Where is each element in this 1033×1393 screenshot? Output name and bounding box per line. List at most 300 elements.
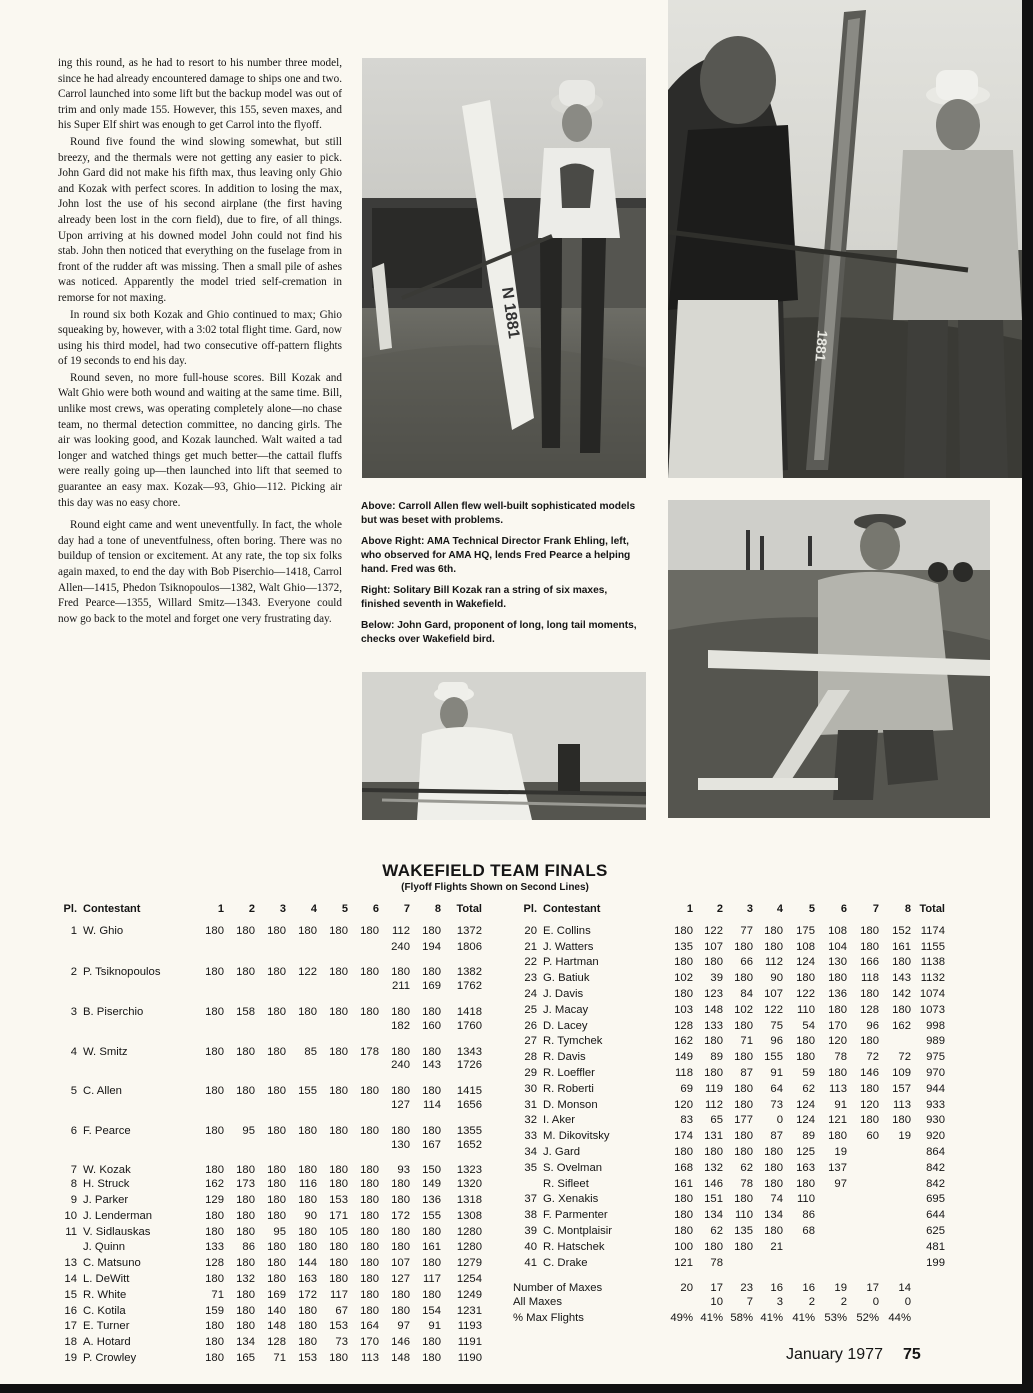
table-cell: 146: [391, 1336, 410, 1349]
table-cell: C. Allen: [83, 1085, 122, 1098]
table-cell: 180: [391, 1045, 410, 1058]
table-cell: 143: [422, 1059, 441, 1072]
table-cell: 211: [391, 980, 410, 993]
table-cell: 180: [205, 1085, 224, 1098]
table-cell: 136: [828, 988, 847, 1001]
table-cell: 91: [428, 1320, 441, 1333]
table-cell: L. DeWitt: [83, 1273, 130, 1286]
table-cell: [255, 1018, 286, 1034]
table-cell: 96: [770, 1035, 783, 1048]
table-row: [513, 1065, 945, 1081]
table-cell: 180: [236, 1164, 255, 1177]
table-cell: 33: [524, 1130, 537, 1143]
table-cell: 1254: [456, 1273, 482, 1286]
article-paragraph: Round eight came and went uneventfully. In fact, the whole day had a tone of uneventfulness, often boring. There was no buildup of tension or excitement. At any rate, the top six folks again maxed, to end the day with Bob Piserchio—1418, Carrol Allen—1415, Phedon Tsiknopoulos—1382, Walt Ghio—1372, Fred Pearce—1355, Willard Smitz—1343. Everyone could now go back to the motel and forget one very frustrating day.: [58, 519, 342, 625]
table-cell: 0: [776, 1114, 783, 1127]
table-cell: 180: [674, 956, 693, 969]
table-cell: 199: [926, 1256, 945, 1269]
table-cell: [783, 1255, 815, 1271]
table-cell: [753, 1255, 783, 1271]
table-cell: [58, 1058, 83, 1074]
table-cell: 180: [422, 966, 441, 979]
table-cell: P. Hartman: [543, 956, 599, 969]
table-cell: 178: [360, 1045, 379, 1058]
table-cell: R. Roberti: [543, 1082, 594, 1095]
table-cell: 122: [764, 1003, 783, 1016]
table-cell: 180: [360, 1241, 379, 1254]
table-cell: 110: [796, 1193, 815, 1206]
table-cell: 180: [236, 1288, 255, 1301]
column-header: 6: [840, 903, 847, 915]
table-row: [513, 1239, 945, 1255]
table-cell: A. Hotard: [83, 1336, 131, 1349]
table-cell: 180: [828, 1130, 847, 1143]
table-cell: [847, 1239, 879, 1255]
table-cell: 180: [298, 1225, 317, 1238]
table-cell: 180: [422, 1288, 441, 1301]
table-cell: [224, 939, 255, 955]
table-cell: 16: [64, 1304, 77, 1317]
table-cell: All Maxes: [513, 1296, 562, 1309]
table-cell: 180: [298, 924, 317, 937]
table-cell: 998: [926, 1019, 945, 1032]
table-cell: 180: [828, 1067, 847, 1080]
table-cell: 134: [764, 1209, 783, 1222]
stats-row: [513, 1271, 945, 1295]
table-cell: 73: [770, 1098, 783, 1111]
table-cell: 122: [796, 988, 815, 1001]
table-cell: 180: [267, 1178, 286, 1191]
table-subtitle: (Flyoff Flights Shown on Second Lines): [401, 882, 589, 893]
table-row: [513, 1176, 945, 1192]
table-cell: [286, 1097, 317, 1113]
table-cell: 89: [710, 1051, 723, 1064]
table-cell: 28: [524, 1051, 537, 1064]
table-cell: 1231: [456, 1304, 482, 1317]
table-cell: 49%: [670, 1312, 693, 1325]
table-cell: 180: [236, 1225, 255, 1238]
table-cell: 180: [391, 1085, 410, 1098]
table-cell: 180: [391, 1304, 410, 1317]
table-cell: [317, 1097, 348, 1113]
table-cell: [815, 1192, 847, 1208]
table-cell: 1280: [456, 1241, 482, 1254]
stats-row: [513, 1310, 945, 1326]
table-cell: 32: [524, 1114, 537, 1127]
table-cell: 180: [360, 1005, 379, 1018]
table-cell: 180: [298, 1336, 317, 1349]
table-row: [513, 1034, 945, 1050]
table-cell: 481: [926, 1240, 945, 1253]
table-cell: 8: [70, 1178, 77, 1191]
table-cell: 163: [298, 1273, 317, 1286]
table-cell: 180: [298, 1194, 317, 1207]
table-cell: 180: [674, 924, 693, 937]
table-cell: [723, 1255, 753, 1271]
table-cell: 166: [860, 956, 879, 969]
table-cell: 180: [391, 1178, 410, 1191]
table-cell: 180: [329, 1273, 348, 1286]
table-cell: 180: [329, 924, 348, 937]
table-cell: 7: [70, 1164, 77, 1177]
column-header: 1: [217, 903, 224, 915]
table-cell: 180: [329, 1241, 348, 1254]
table-cell: 122: [704, 924, 723, 937]
table-cell: 1132: [920, 972, 945, 985]
table-cell: J. Davis: [543, 988, 584, 1001]
table-row: [513, 1128, 945, 1144]
table-cell: 69: [680, 1082, 693, 1095]
table-cell: 118: [674, 1067, 693, 1080]
table-row: [513, 1097, 945, 1113]
table-cell: 97: [397, 1320, 410, 1333]
table-cell: 180: [267, 1164, 286, 1177]
table-cell: 174: [674, 1130, 693, 1143]
table-cell: 180: [205, 1273, 224, 1286]
table-cell: 170: [828, 1019, 847, 1032]
table-cell: 180: [205, 1164, 224, 1177]
table-cell: [224, 1058, 255, 1074]
table-cell: [317, 1137, 348, 1153]
table-cell: 180: [205, 1336, 224, 1349]
table-cell: 1806: [456, 940, 482, 953]
table-cell: [317, 978, 348, 994]
table-cell: 91: [834, 1098, 847, 1111]
table-cell: 180: [391, 1288, 410, 1301]
table-cell: 169: [422, 980, 441, 993]
table-cell: 180: [329, 1085, 348, 1098]
table-cell: 240: [391, 1059, 410, 1072]
table-cell: 180: [422, 1352, 441, 1365]
table-cell: 864: [926, 1146, 945, 1159]
table-cell: 68: [802, 1225, 815, 1238]
table-cell: 148: [267, 1320, 286, 1333]
table-row: [513, 1160, 945, 1176]
table-cell: 1280: [456, 1225, 482, 1238]
table-cell: 1191: [457, 1336, 482, 1349]
table-cell: 161: [422, 1241, 441, 1254]
table-cell: 17: [710, 1282, 723, 1295]
table-cell: 21: [524, 940, 537, 953]
table-cell: 162: [205, 1178, 224, 1191]
table-cell: 87: [770, 1130, 783, 1143]
table-cell: 162: [674, 1035, 693, 1048]
table-cell: 180: [267, 1241, 286, 1254]
table-row: [58, 1287, 482, 1303]
table-cell: 180: [391, 1194, 410, 1207]
table-cell: 173: [236, 1178, 255, 1191]
table-cell: [348, 1097, 379, 1113]
table-cell: 148: [704, 1003, 723, 1016]
table-cell: 180: [329, 1352, 348, 1365]
table-row: [58, 1224, 482, 1240]
table-cell: 4: [70, 1045, 77, 1058]
table-cell: 100: [674, 1240, 693, 1253]
table-cell: F. Pearce: [83, 1124, 131, 1137]
table-cell: [286, 1018, 317, 1034]
table-cell: 1318: [456, 1194, 482, 1207]
table-title: WAKEFIELD TEAM FINALS: [382, 861, 608, 880]
table-cell: 180: [298, 1241, 317, 1254]
table-cell: 72: [866, 1051, 879, 1064]
photo-carroll-allen: [362, 58, 646, 478]
table-cell: [58, 1137, 83, 1153]
table-cell: 22: [524, 956, 537, 969]
table-cell: 180: [674, 988, 693, 1001]
table-cell: 14: [64, 1273, 77, 1286]
table-cell: [83, 1097, 193, 1113]
table-cell: 1726: [456, 1059, 482, 1072]
table-cell: 194: [422, 940, 441, 953]
table-cell: 180: [329, 1124, 348, 1137]
table-cell: 180: [267, 1257, 286, 1270]
table-cell: [348, 939, 379, 955]
table-cell: 157: [892, 1082, 911, 1095]
table-cell: 180: [796, 1177, 815, 1190]
table-cell: 1418: [456, 1005, 482, 1018]
table-cell: D. Lacey: [543, 1019, 588, 1032]
article-paragraph: In round six both Kozak and Ghio continued to max; Ghio squeaking by, however, with a 3:02 total flight time. Gard, now using his third model, had two consecutive off-pattern flights of 19 seconds to end his day.: [58, 308, 342, 368]
table-cell: [815, 1255, 847, 1271]
column-header: 6: [372, 903, 379, 915]
table-cell: 180: [828, 972, 847, 985]
table-cell: 89: [802, 1130, 815, 1143]
table-cell: 109: [892, 1067, 911, 1080]
table-cell: 153: [298, 1352, 317, 1365]
table-cell: 180: [422, 1225, 441, 1238]
table-row: [513, 1049, 945, 1065]
table-cell: 95: [242, 1124, 255, 1137]
table-cell: [255, 939, 286, 955]
table-cell: 107: [391, 1257, 410, 1270]
table-cell: 155: [422, 1209, 441, 1222]
table-cell: 180: [298, 1164, 317, 1177]
table-cell: [255, 1097, 286, 1113]
table-cell: 180: [360, 1178, 379, 1191]
table-cell: 180: [360, 1085, 379, 1098]
table-cell: 85: [304, 1045, 317, 1058]
table-cell: 108: [828, 924, 847, 937]
table-cell: 180: [892, 1114, 911, 1127]
table-cell: 58%: [730, 1312, 753, 1325]
table-cell: 124: [796, 956, 815, 969]
table-cell: 104: [828, 940, 847, 953]
table-cell: 180: [422, 1257, 441, 1270]
table-cell: 54: [802, 1019, 815, 1032]
table-cell: 121: [828, 1114, 847, 1127]
table-cell: 14: [898, 1282, 911, 1295]
table-cell: [286, 1058, 317, 1074]
table-cell: [879, 1144, 911, 1160]
table-cell: 19: [898, 1130, 911, 1143]
table-cell: 180: [764, 1177, 783, 1190]
table-cell: 180: [892, 1003, 911, 1016]
table-cell: [783, 1239, 815, 1255]
table-cell: 1190: [457, 1352, 482, 1365]
table-cell: 177: [734, 1114, 753, 1127]
table-cell: 1760: [456, 1019, 482, 1032]
table-cell: [83, 1137, 193, 1153]
table-cell: 180: [267, 1045, 286, 1058]
table-cell: J. Watters: [543, 940, 594, 953]
table-cell: 128: [267, 1336, 286, 1349]
table-cell: J. Macay: [543, 1003, 589, 1016]
table-cell: 91: [770, 1067, 783, 1080]
table-cell: 180: [860, 1114, 879, 1127]
table-cell: 148: [391, 1352, 410, 1365]
table-cell: 155: [764, 1051, 783, 1064]
table-cell: 23: [740, 1282, 753, 1295]
table-cell: [348, 978, 379, 994]
table-cell: 113: [828, 1082, 847, 1095]
table-cell: 180: [236, 1320, 255, 1333]
table-cell: 78: [740, 1177, 753, 1190]
caption-above-right: Above Right: AMA Technical Director Frank Ehling, left, who observed for AMA HQ, lends Fred Pearce a helping hand. Fred was 6th.: [361, 536, 631, 575]
table-cell: 180: [860, 1035, 879, 1048]
table-cell: 1415: [456, 1085, 482, 1098]
table-cell: B. Piserchio: [83, 1005, 144, 1018]
table-cell: 625: [926, 1225, 945, 1238]
table-cell: 180: [360, 1304, 379, 1317]
table-cell: 180: [360, 1225, 379, 1238]
table-cell: 86: [802, 1209, 815, 1222]
table-cell: 180: [298, 1320, 317, 1333]
table-cell: 1355: [456, 1124, 482, 1137]
table-cell: 180: [674, 1146, 693, 1159]
table-row: [58, 1208, 482, 1224]
table-row: [58, 955, 482, 979]
page-footer: [786, 1346, 921, 1364]
table-cell: 933: [926, 1098, 945, 1111]
table-cell: 1174: [920, 924, 945, 937]
photo-john-gard: [362, 672, 646, 820]
table-cell: 180: [734, 1146, 753, 1159]
column-header: Pl.: [63, 903, 77, 915]
table-cell: 180: [360, 1194, 379, 1207]
table-cell: 119: [704, 1082, 723, 1095]
table-cell: 180: [360, 1257, 379, 1270]
table-cell: [348, 1058, 379, 1074]
table-cell: 2: [808, 1296, 815, 1309]
table-cell: 695: [926, 1193, 945, 1206]
table-cell: 146: [704, 1177, 723, 1190]
table-cell: 1249: [456, 1288, 482, 1301]
table-cell: 93: [397, 1164, 410, 1177]
table-cell: 2: [840, 1296, 847, 1309]
table-cell: 180: [860, 940, 879, 953]
article-paragraph: Round seven, no more full-house scores. Bill Kozak and Walt Ghio were both wound and waiting at the same time. Bill, unlike most crews, was operating completely alone—no chase team, no thermal detection committee, no dancing girls. The air was looking good, and Kozak launched. Walt waited a tad longer and watched things get much better—the cattail fluffs were really going up—then launched into lift that seemed to guarantee an easy max. Kozak—93, Ghio—112. Picking air this day was no easy chore.: [58, 371, 342, 509]
table-cell: 180: [236, 1085, 255, 1098]
table-cell: [663, 1294, 693, 1310]
table-cell: [879, 1239, 911, 1255]
table-cell: 110: [734, 1209, 753, 1222]
table-row: [58, 939, 482, 955]
table-cell: 117: [329, 1288, 348, 1301]
table-cell: 180: [704, 1067, 723, 1080]
table-cell: 103: [674, 1003, 693, 1016]
table-cell: 180: [704, 1240, 723, 1253]
table-cell: 127: [391, 1099, 410, 1112]
table-row: [58, 1073, 482, 1097]
photo-bill-kozak: [668, 500, 990, 818]
table-row: [513, 1018, 945, 1034]
table-cell: 108: [796, 940, 815, 953]
table-cell: 143: [892, 972, 911, 985]
table-cell: 60: [866, 1130, 879, 1143]
table-cell: 41%: [700, 1312, 723, 1325]
table-row: [58, 1058, 482, 1074]
article-column: [58, 56, 342, 628]
table-cell: 140: [267, 1304, 286, 1317]
table-cell: 180: [391, 1005, 410, 1018]
table-cell: 2: [70, 966, 77, 979]
table-cell: 180: [205, 966, 224, 979]
header-row: [58, 903, 482, 923]
table-cell: 1279: [456, 1257, 482, 1270]
table-cell: 1652: [456, 1138, 482, 1151]
table-cell: [911, 1271, 945, 1295]
table-cell: 127: [391, 1273, 410, 1286]
table-cell: 146: [860, 1067, 879, 1080]
table-cell: [193, 1137, 224, 1153]
table-cell: R. Tymchek: [543, 1035, 603, 1048]
table-cell: 180: [236, 966, 255, 979]
table-row: [513, 1002, 945, 1018]
table-cell: 113: [360, 1352, 379, 1365]
table-cell: 180: [267, 1194, 286, 1207]
table-row: [513, 970, 945, 986]
table-cell: 125: [796, 1146, 815, 1159]
table-row: [58, 1271, 482, 1287]
table-cell: 180: [734, 1051, 753, 1064]
table-cell: 842: [926, 1177, 945, 1190]
table-cell: 122: [298, 966, 317, 979]
table-cell: 83: [680, 1114, 693, 1127]
table-cell: [847, 1144, 879, 1160]
table-cell: 167: [422, 1138, 441, 1151]
table-cell: 133: [704, 1019, 723, 1032]
table-cell: 41%: [760, 1312, 783, 1325]
table-cell: C. Montplaisir: [543, 1225, 613, 1238]
table-cell: 180: [360, 1124, 379, 1137]
table-cell: [286, 1137, 317, 1153]
table-cell: 107: [704, 940, 723, 953]
table-cell: [317, 939, 348, 955]
table-cell: 40: [524, 1240, 537, 1253]
table-cell: 0: [904, 1296, 911, 1309]
table-cell: [224, 978, 255, 994]
table-cell: 95: [273, 1225, 286, 1238]
table-cell: 180: [734, 1130, 753, 1143]
table-cell: 1382: [456, 966, 482, 979]
table-cell: E. Turner: [83, 1320, 130, 1333]
table-cell: [255, 1058, 286, 1074]
table-cell: 11: [65, 1225, 77, 1238]
table-cell: 180: [236, 1194, 255, 1207]
table-cell: 117: [422, 1273, 441, 1286]
table-cell: 137: [828, 1161, 847, 1174]
table-cell: [847, 1255, 879, 1271]
table-cell: 180: [704, 1035, 723, 1048]
table-cell: 162: [892, 1019, 911, 1032]
table-cell: 67: [335, 1304, 348, 1317]
table-cell: 144: [298, 1257, 317, 1270]
table-row: [513, 1223, 945, 1239]
table-cell: 23: [524, 972, 537, 985]
caption-below: Below: John Gard, proponent of long, long tail moments, checks over Wakefield bird.: [361, 620, 637, 645]
header-row: [513, 903, 945, 923]
table-cell: M. Dikovitsky: [543, 1130, 610, 1143]
